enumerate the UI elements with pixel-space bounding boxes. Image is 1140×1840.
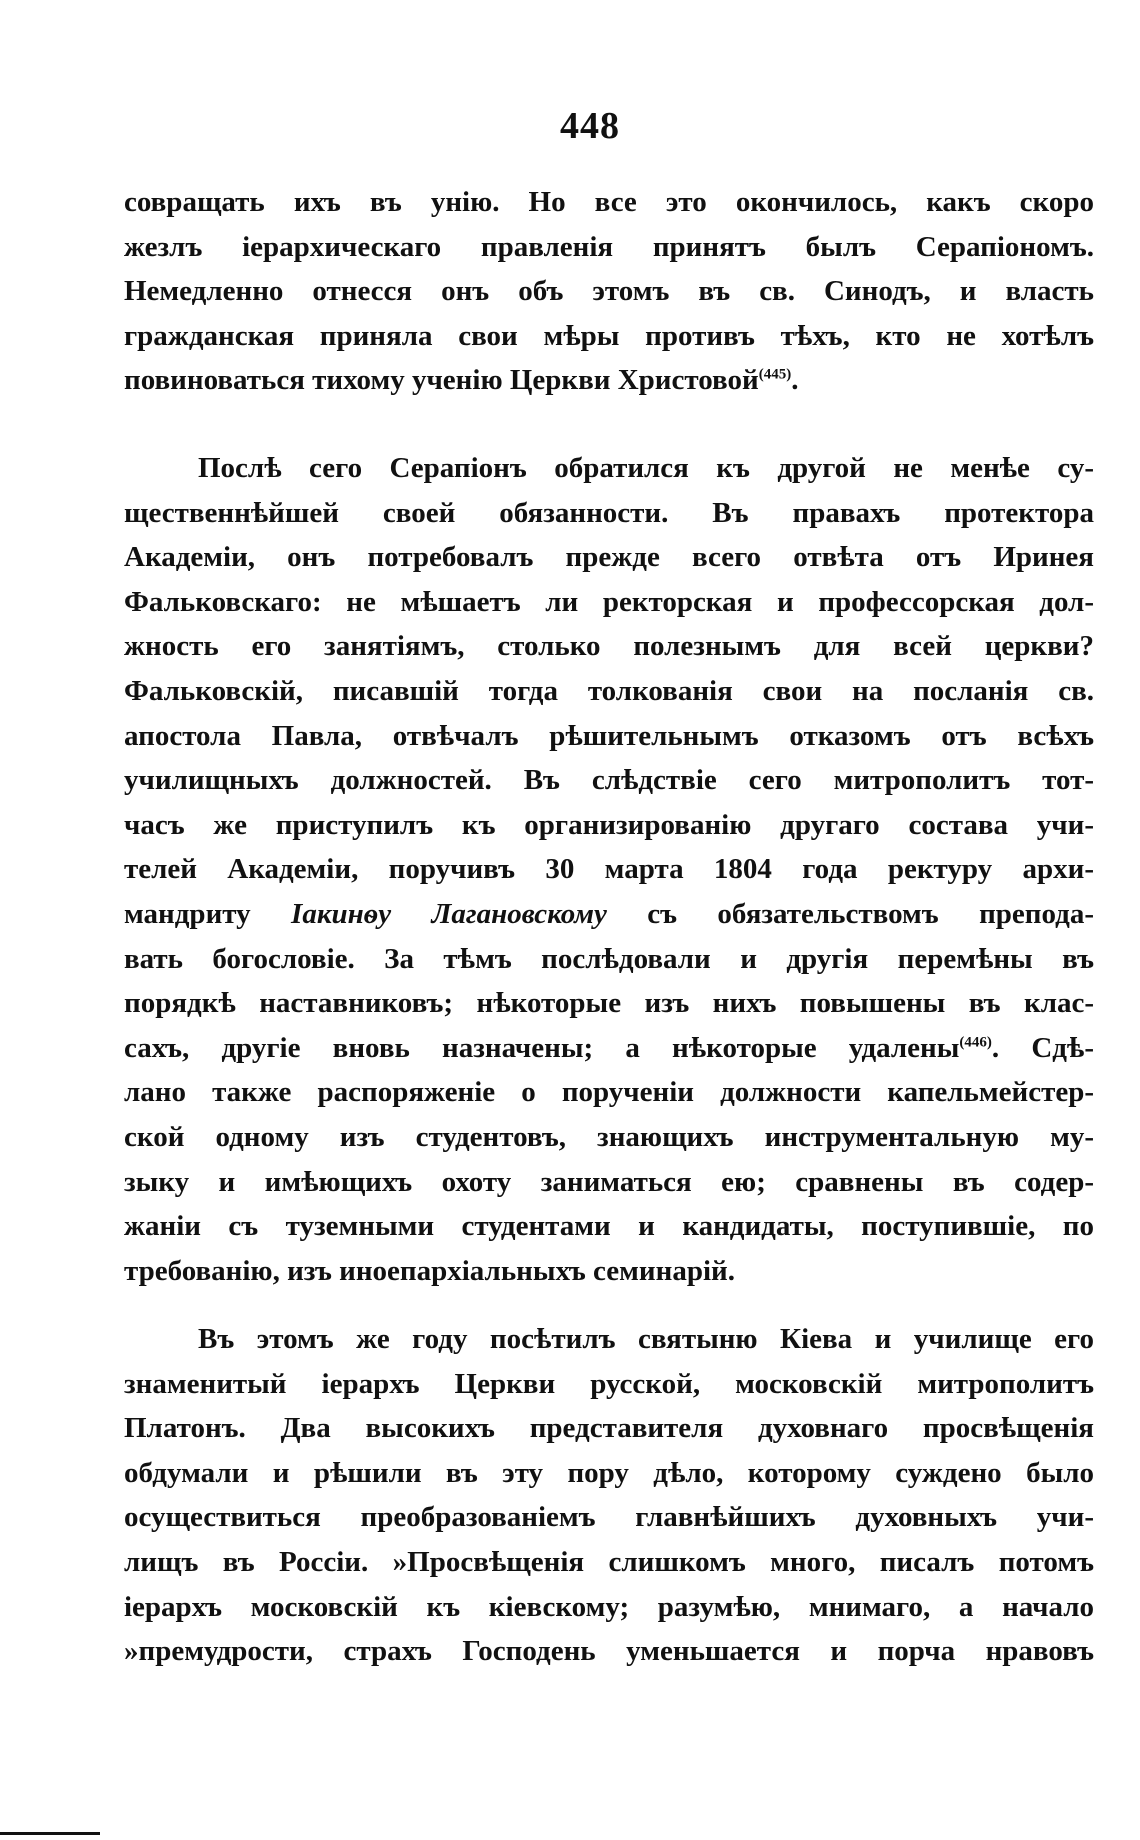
text-line: апостола Павла, отвѣчалъ рѣшительнымъ отказомъ отъ всѣхъ [124, 719, 1094, 752]
italic-name: Іакинѳу Лагановскому [291, 897, 607, 930]
text-line: порядкѣ наставниковъ; нѣкоторые изъ нихъ повышены въ клас- [124, 987, 1094, 1020]
text-line: знаменитый іерархъ Церкви русской, московскій митрополитъ [124, 1367, 1094, 1400]
text-line: совращать ихъ въ унію. Но все это окончилось, какъ скоро [124, 186, 1094, 218]
text-line: вать богословіе. За тѣмъ послѣдовали и другія перемѣны въ [124, 942, 1094, 975]
text-line: жаніи съ туземными студентами и кандидаты, поступившіе, по [124, 1210, 1094, 1243]
text-line-end: съ обязательствомъ препода- [647, 897, 1094, 930]
text-line: жность его занятіямъ, столько полезнымъ для всей церкви? [124, 630, 1094, 663]
paragraph-2 [124, 446, 1094, 1293]
text-line: щественнѣйшей своей обязанности. Въ правахъ протектора [124, 496, 1094, 529]
text-line-start: мандриту [124, 897, 251, 930]
text-line-body: сахъ, другіе вновь назначены; а нѣкоторые удалены [124, 1031, 960, 1064]
text-line: лано также распоряженіе о порученіи должности капельмейстер- [124, 1076, 1094, 1109]
text-line: требованію, изъ иноепархіальныхъ семинарій. [124, 1254, 735, 1287]
footnote-ref-446: (446) [959, 1034, 992, 1051]
text-line: лищъ въ Россіи. »Просвѣщенія слишкомъ много, писалъ потомъ [124, 1545, 1094, 1578]
text-line: »премудрости, страхъ Господень уменьшается и порча нравовъ [124, 1635, 1094, 1668]
text-line: зыку и имѣющихъ охоту заниматься ею; сравнены въ содер- [124, 1165, 1094, 1198]
text-line: іерархъ московскій къ кіевскому; разумѣю, мнимаго, а начало [124, 1590, 1094, 1623]
text-line: ской одному изъ студентовъ, знающихъ инструментальную му- [124, 1120, 1094, 1153]
text-line [124, 1026, 1094, 1071]
text-line: Платонъ. Два высокихъ представителя духовнаго просвѣщенія [124, 1412, 1094, 1445]
page-edge-rule [0, 1832, 100, 1835]
text-line [124, 892, 1094, 937]
sentence-end: . [791, 364, 799, 397]
text-line: Послѣ сего Серапіонъ обратился къ другой не менѣе су- [198, 452, 1094, 484]
text-line: Фальковскій, писавшій тогда толкованія свои на посланія св. [124, 674, 1094, 707]
text-line [124, 358, 1094, 403]
paragraph-1 [124, 180, 1094, 403]
text-line: осуществиться преобразованіемъ главнѣйшихъ духовныхъ учи- [124, 1501, 1094, 1534]
text-line: Немедленно отнесся онъ объ этомъ въ св. Синодъ, и власть [124, 275, 1094, 308]
text-line: телей Академіи, поручивъ 30 марта 1804 года ректуру архи- [124, 853, 1094, 886]
footnote-ref-445: (445) [758, 366, 792, 383]
text-line: жезлъ іерархическаго правленія принятъ былъ Серапіономъ. [124, 230, 1094, 263]
text-line: Фальковскаго: не мѣшаетъ ли ректорская и профессорская дол- [124, 585, 1094, 618]
text-line-end: . Сдѣ- [991, 1031, 1094, 1064]
page-number: 448 [560, 105, 620, 147]
text-line: Академіи, онъ потребовалъ прежде всего отвѣта отъ Иринея [124, 541, 1094, 574]
text-line: гражданская приняла свои мѣры противъ тѣхъ, кто не хотѣлъ [124, 319, 1094, 352]
paragraph-3 [124, 1317, 1094, 1674]
text-line: часъ же приступилъ къ организированію другаго состава учи- [124, 808, 1094, 841]
text-line: обдумали и рѣшили въ эту пору дѣло, которому суждено было [124, 1456, 1094, 1489]
text-line-body: повиноваться тихому ученію Церкви Христовой [124, 364, 759, 397]
text-line: Въ этомъ же году посѣтилъ святыню Кіева и училище его [198, 1323, 1094, 1355]
text-line: училищныхъ должностей. Въ слѣдствіе сего митрополитъ тот- [124, 764, 1094, 797]
